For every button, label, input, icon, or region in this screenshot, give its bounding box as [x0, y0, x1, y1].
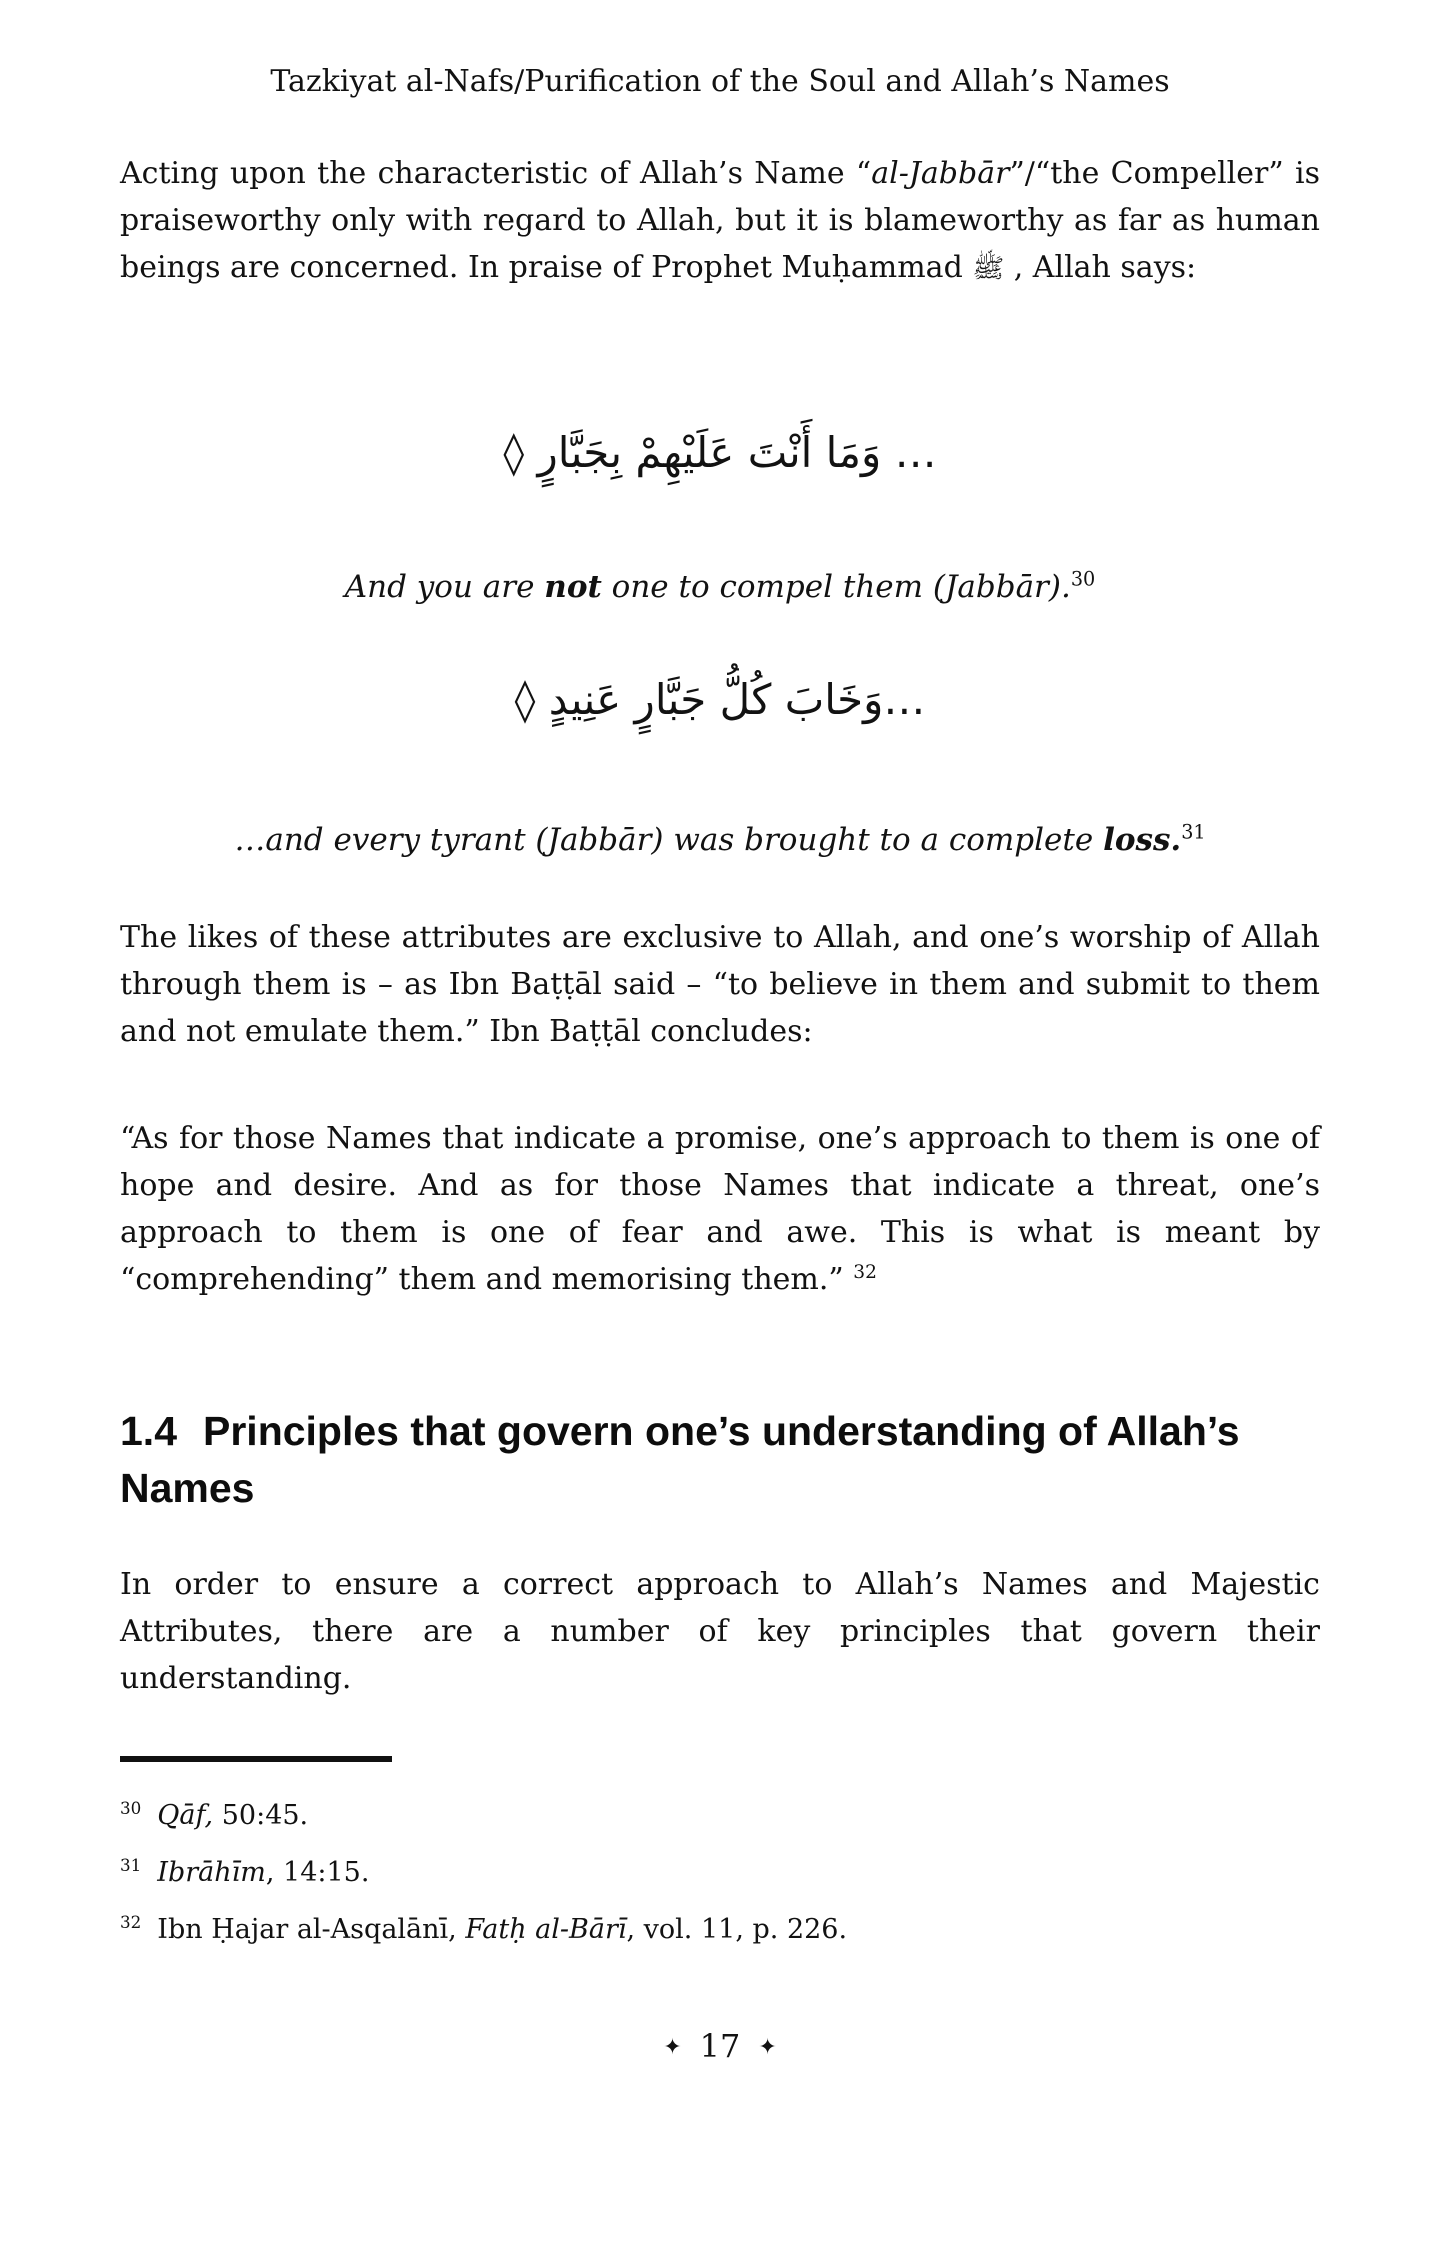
- quran-verse-1: … وَمَا أَنْتَ عَلَيْهِمْ بِجَبَّارٍ ◊: [503, 428, 937, 477]
- diamond-ornament-left-icon: ✦: [663, 2035, 682, 2060]
- section-number: 1.4: [120, 1408, 177, 1454]
- diamond-ornament-right-icon: ✦: [758, 2035, 777, 2060]
- footnote-item: [120, 1796, 1320, 1836]
- verse-translation-1: And you are not one to compel them (Jabbār).$^{30}$: [344, 567, 1096, 605]
- section-body-paragraph: In order to ensure a correct approach to Allah’s Names and Majestic Attributes, there are a number of key principles that govern their understanding.: [120, 1567, 1320, 1696]
- section-title: Principles that govern one’s understanding of Allah’s Names: [120, 1408, 1240, 1511]
- footnote-text: Ibrāhīm, 14:15.: [157, 1857, 370, 1888]
- footnotes-block: [120, 1796, 1320, 1950]
- footnote-item: [120, 1910, 1320, 1950]
- commentary-paragraph: The likes of these attributes are exclusive to Allah, and one’s worship of Allah through them is – as Ibn Baṭṭāl said – “to believe in them and submit to them and not emulate them.” Ibn Baṭṭāl concludes:: [120, 920, 1320, 1049]
- footnote-number: 32: [120, 1912, 142, 1932]
- quran-verse-2: …وَخَابَ كُلُّ جَبَّارٍ عَنِيدٍ ◊: [514, 675, 926, 724]
- footnote-separator-rule: [120, 1756, 392, 1762]
- page-footer: [120, 2026, 1320, 2068]
- block-quote-paragraph: “As for those Names that indicate a promise, one’s approach to them is one of hope and desire. And as for those Names that indicate a threat, one’s approach to them is one of fear and awe. This is what is meant by “comprehending” them and memorising them.” $^{32}$: [120, 1121, 1320, 1297]
- running-header: Tazkiyat al-Nafs/Purification of the Soul and Allah’s Names: [270, 64, 1170, 99]
- footnote-number: 31: [120, 1855, 142, 1875]
- footnote-number: 30: [120, 1798, 142, 1818]
- footnote-text: Ibn Ḥajar al-Asqalānī, Fatḥ al-Bārī, vol. 11, p. 226.: [157, 1914, 848, 1945]
- section-heading: [120, 1403, 1320, 1517]
- verse-translation-2: …and every tyrant (Jabbār) was brought to a complete loss.$^{31}$: [234, 820, 1206, 858]
- intro-paragraph: Acting upon the characteristic of Allah’s Name “al-Jabbār”/“the Compeller” is praiseworthy only with regard to Allah, but it is blameworthy as far as human beings are concerned. In praise of Prophet Muḥammad ﷺ , Allah says:: [120, 156, 1320, 285]
- footnote-text: Qāf, 50:45.: [157, 1800, 309, 1831]
- page-number: 17: [699, 2027, 741, 2065]
- footnote-item: [120, 1853, 1320, 1893]
